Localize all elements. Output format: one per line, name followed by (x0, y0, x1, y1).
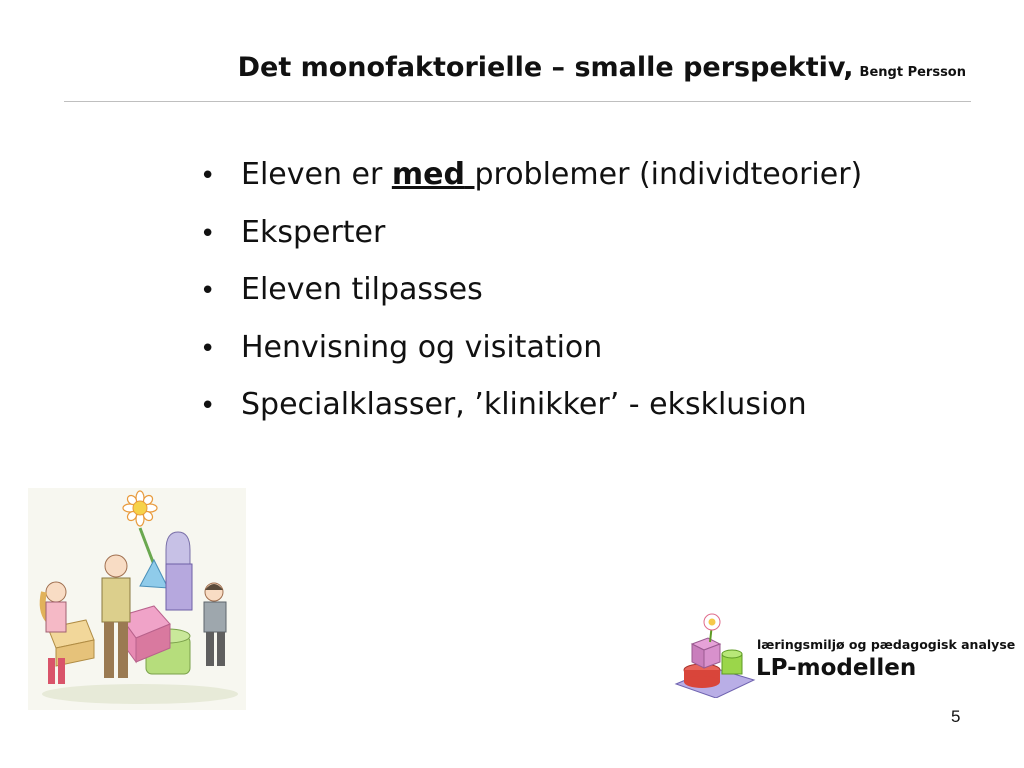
page-number: 5 (951, 707, 961, 726)
children-building-blocks-illustration (28, 488, 246, 710)
bullet-item (200, 380, 862, 438)
bullet-dot: • (200, 333, 216, 364)
bullet-text: Eksperter (241, 214, 386, 250)
logo-subtitle: læringsmiljø og pædagogisk analyse (757, 637, 1016, 652)
author-name: Bengt Persson (859, 65, 966, 80)
title-text: Det monofaktorielle – smalle perspektiv, (237, 52, 854, 83)
bullet-dot: • (200, 391, 216, 421)
bullet-item (200, 323, 862, 381)
logo-name: LP-modellen (756, 655, 917, 681)
bullet-dot: • (200, 276, 216, 306)
bullet-text-post: problemer (individteorier) (474, 157, 863, 192)
bullet-dot: • (200, 218, 216, 249)
bullet-dot: • (200, 161, 216, 191)
lp-modellen-logo-icon (674, 610, 756, 698)
bullet-item (200, 208, 862, 266)
bullet-text: Eleven tilpasses (241, 272, 483, 307)
bullet-list (200, 150, 862, 438)
bullet-text-emphasis: med (391, 157, 465, 192)
title-divider (64, 101, 971, 102)
bullet-text-pre: Eleven er (241, 157, 392, 192)
bullet-text: Specialklasser, ’klinikker’ - eksklusion (241, 387, 807, 422)
bullet-item (200, 150, 862, 208)
slide-title (238, 52, 966, 83)
bullet-text: Henvisning og visitation (241, 329, 603, 365)
bullet-item (200, 265, 862, 323)
